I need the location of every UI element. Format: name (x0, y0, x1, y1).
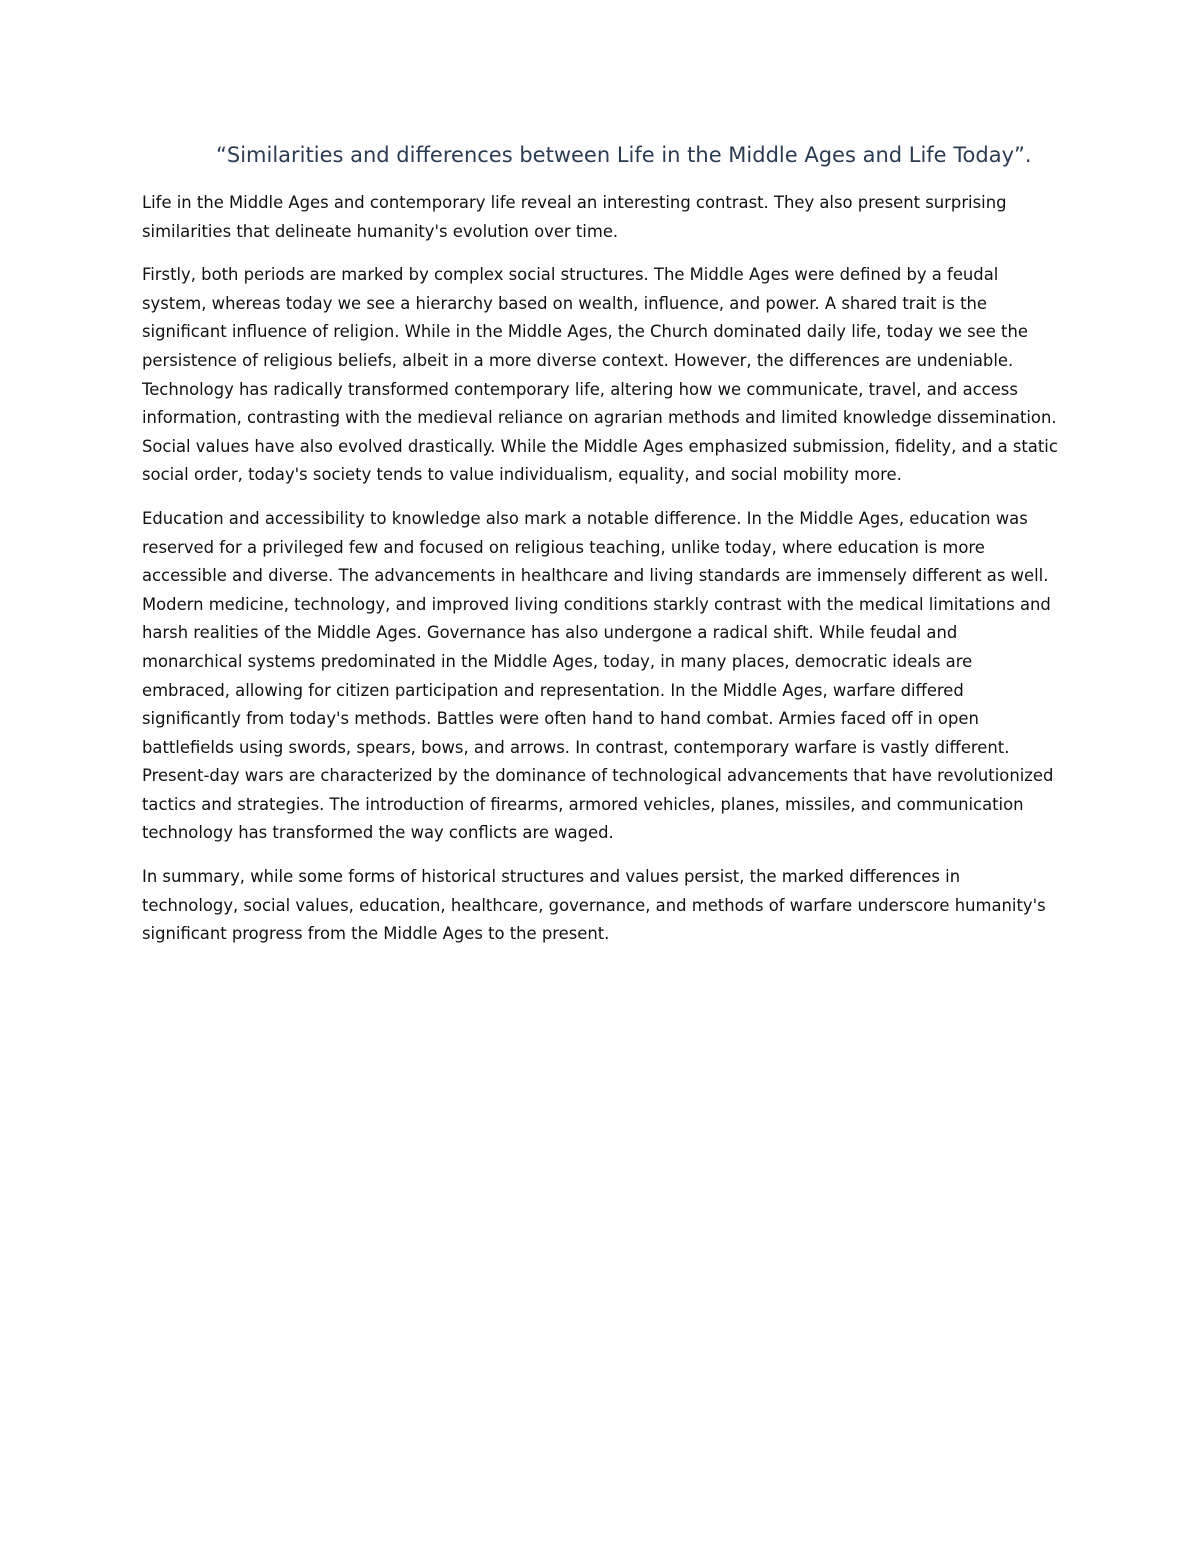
document-title: “Similarities and differences between Life in the Middle Ages and Life Today”. (216, 143, 1032, 167)
paragraph-intro: Life in the Middle Ages and contemporary life reveal an interesting contrast. They also present surprising similarities that delineate humanity's evolution over time. (142, 193, 1007, 241)
paragraph-education-warfare: Education and accessibility to knowledge also mark a notable difference. In the Middle Ages, education was reserved for a privileged few and focused on religious teaching, unlike today, where education is more accessible and diverse. The advancements in healthcare and living standards are immensely different as well. Modern medicine, technology, and improved living conditions starkly contrast with the medical limitations and harsh realities of the Middle Ages. Governance has also undergone a radical shift. While feudal and monarchical systems predominated in the Middle Ages, today, in many places, democratic ideals are embraced, allowing for citizen participation and representation. In the Middle Ages, warfare differed significantly from today's methods. Battles were often hand to hand combat. Armies faced off in open battlefields using swords, spears, bows, and arrows. In contrast, contemporary warfare is vastly different. Present-day wars are characterized by the dominance of technological advancements that have revolutionized tactics and strategies. The introduction of firearms, armored vehicles, planes, missiles, and communication technology has transformed the way conflicts are waged. (142, 508, 1054, 843)
paragraph-social-structures: Firstly, both periods are marked by complex social structures. The Middle Ages were defined by a feudal system, whereas today we see a hierarchy based on wealth, influence, and power. A shared trait is the significant influence of religion. While in the Middle Ages, the Church dominated daily life, today we see the persistence of religious beliefs, albeit in a more diverse context. However, the differences are undeniable. Technology has radically transformed contemporary life, altering how we communicate, travel, and access information, contrasting with the medieval reliance on agrarian methods and limited knowledge dissemination. Social values have also evolved drastically. While the Middle Ages emphasized submission, fidelity, and a static social order, today's society tends to value individualism, equality, and social mobility more. (142, 265, 1058, 485)
document-body (142, 141, 1060, 964)
paragraph-summary: In summary, while some forms of historical structures and values persist, the marked differences in technology, social values, education, healthcare, governance, and methods of warfare underscore humanity's significant progress from the Middle Ages to the present. (142, 867, 1046, 944)
